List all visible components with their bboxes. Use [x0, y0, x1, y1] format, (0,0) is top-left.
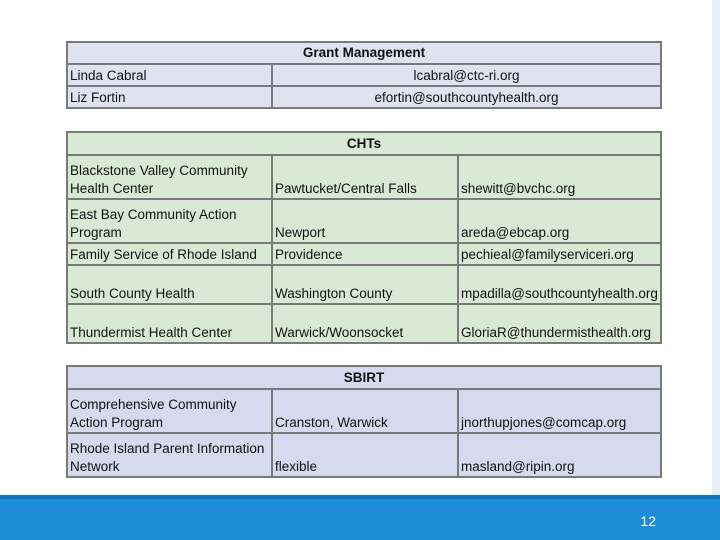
contact-name: Linda Cabral — [67, 64, 272, 86]
table-row — [67, 199, 661, 243]
contact-email[interactable]: mpadilla@southcountyhealth.org — [458, 265, 661, 304]
table-row — [67, 265, 661, 304]
organization-name: Family Service of Rhode Island — [67, 243, 272, 265]
table-row — [67, 304, 661, 343]
service-area: Washington County — [272, 265, 458, 304]
organization-name: Blackstone Valley Community Health Center — [67, 155, 272, 199]
organization-name: East Bay Community Action Program — [67, 199, 272, 243]
table-row — [67, 86, 661, 108]
service-area: Pawtucket/Central Falls — [272, 155, 458, 199]
chts-header: CHTs — [67, 132, 661, 155]
grant-management-table — [66, 41, 662, 109]
contact-email[interactable]: pechieal@familyserviceri.org — [458, 243, 661, 265]
table-row — [67, 389, 661, 433]
service-area: Providence — [272, 243, 458, 265]
contact-email[interactable]: jnorthupjones@comcap.org — [458, 389, 661, 433]
sbirt-table — [66, 365, 662, 478]
service-area: Newport — [272, 199, 458, 243]
chts-table — [66, 131, 662, 344]
sbirt-header: SBIRT — [67, 366, 661, 389]
organization-name: Comprehensive Community Action Program — [67, 389, 272, 433]
organization-name: Thundermist Health Center — [67, 304, 272, 343]
organization-name: South County Health — [67, 265, 272, 304]
contact-email[interactable]: masland@ripin.org — [458, 433, 661, 477]
contact-email[interactable]: efortin@southcountyhealth.org — [272, 86, 661, 108]
service-area: Warwick/Woonsocket — [272, 304, 458, 343]
contact-email[interactable]: areda@ebcap.org — [458, 199, 661, 243]
table-row — [67, 64, 661, 86]
table-row — [67, 155, 661, 199]
footer-bar — [0, 499, 720, 540]
page-number: 12 — [640, 513, 656, 529]
table-row — [67, 433, 661, 477]
grant-management-header: Grant Management — [67, 42, 661, 64]
table-row — [67, 243, 661, 265]
contact-name: Liz Fortin — [67, 86, 272, 108]
contact-email[interactable]: GloriaR@thundermisthealth.org — [458, 304, 661, 343]
service-area: Cranston, Warwick — [272, 389, 458, 433]
contact-email[interactable]: shewitt@bvchc.org — [458, 155, 661, 199]
service-area: flexible — [272, 433, 458, 477]
organization-name: Rhode Island Parent Information Network — [67, 433, 272, 477]
contact-email[interactable]: lcabral@ctc-ri.org — [272, 64, 661, 86]
side-accent-line — [712, 0, 720, 495]
